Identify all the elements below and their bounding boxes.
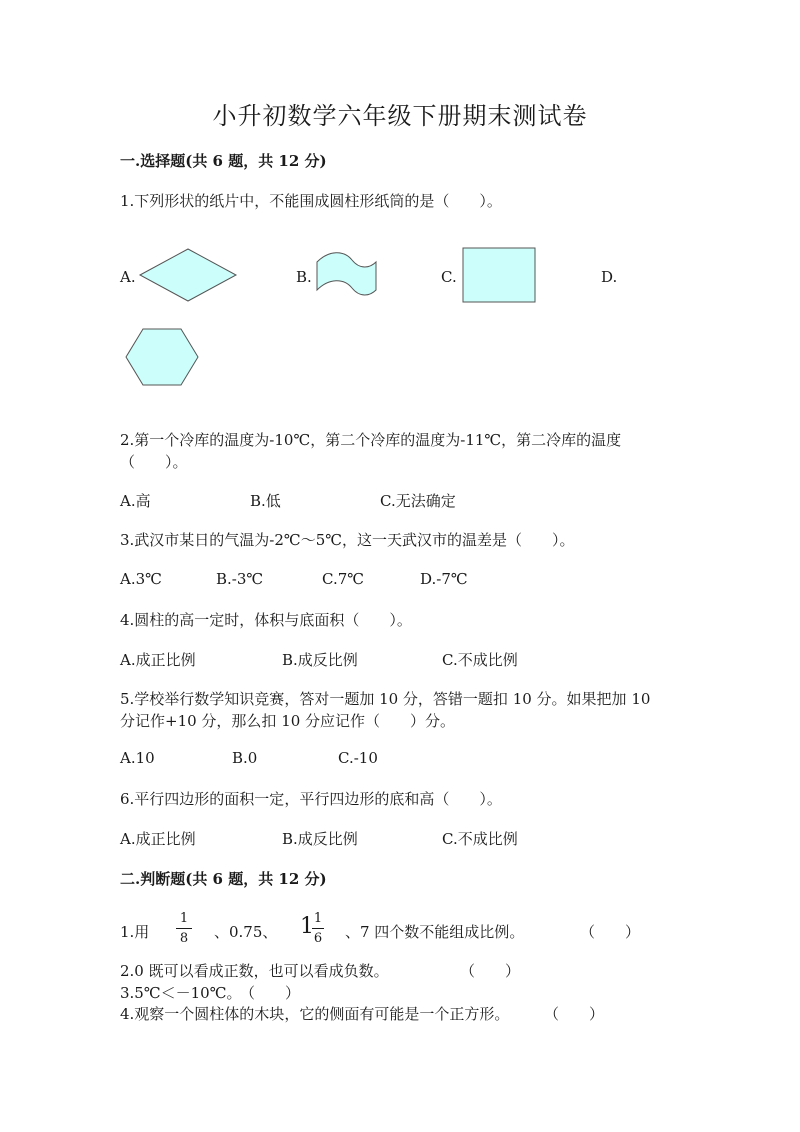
- section-heading-judgment: 二.判断题(共 6 题，共 12 分): [120, 870, 327, 888]
- fraction-numerator: 1: [179, 911, 189, 926]
- judgment-2-answer-paren: （ ）: [460, 962, 521, 980]
- rectangle-shape: [461, 246, 537, 304]
- judgment-4-stem: 4.观察一个圆柱体的木块，它的侧面有可能是一个正方形。: [120, 1005, 510, 1023]
- judgment-1-suffix: 、7 四个数不能组成比例。: [345, 923, 525, 941]
- hexagon-shape: [124, 326, 200, 388]
- question-3-stem: 3.武汉市某日的气温为-2℃～5℃，这一天武汉市的温差是（ ）。: [120, 531, 575, 549]
- question-4-stem: 4.圆柱的高一定时，体积与底面积（ ）。: [120, 611, 412, 629]
- question-4-option-c: C.不成比例: [442, 651, 518, 669]
- question-5-option-a: A.10: [120, 749, 155, 767]
- question-6-option-a: A.成正比例: [120, 830, 196, 848]
- option-d-label: D.: [601, 268, 618, 286]
- question-3-option-d: D.-7℃: [420, 570, 468, 588]
- option-b-label: B.: [296, 268, 312, 286]
- fraction-numerator: 1: [313, 911, 323, 926]
- question-4-option-b: B.成反比例: [282, 651, 358, 669]
- fraction-one-eighth: [176, 912, 192, 945]
- judgment-3-answer-paren: （ ）: [240, 984, 301, 1002]
- question-5-stem-line2: 分记作+10 分，那么扣 10 分应记作（ ）分。: [120, 712, 456, 730]
- judgment-2-stem: 2.0 既可以看成正数，也可以看成负数。: [120, 962, 389, 980]
- question-6-stem: 6.平行四边形的面积一定，平行四边形的底和高（ ）。: [120, 790, 502, 808]
- rhombus-shape: [138, 247, 240, 303]
- question-2-stem-line2: （ ）。: [120, 453, 188, 471]
- question-6-option-b: B.成反比例: [282, 830, 358, 848]
- judgment-3-stem: 3.5℃＜－10℃。: [120, 984, 242, 1002]
- option-c-label: C.: [441, 268, 457, 286]
- judgment-4-answer-paren: （ ）: [544, 1005, 605, 1023]
- judgment-1-separator: 、0.75、: [214, 923, 278, 941]
- question-2-stem-line1: 2.第一个冷库的温度为-10℃，第二个冷库的温度为-11℃，第二冷库的温度: [120, 431, 622, 449]
- fraction-denominator: 6: [313, 931, 323, 946]
- judgment-1-prefix: 1.用: [120, 923, 150, 941]
- mixed-number-integer: 1: [300, 914, 314, 939]
- fraction-denominator: 8: [179, 931, 189, 946]
- fraction-bar: [312, 928, 324, 929]
- question-3-option-b: B.-3℃: [216, 570, 264, 588]
- question-4-option-a: A.成正比例: [120, 651, 196, 669]
- question-5-option-c: C.-10: [338, 749, 378, 767]
- question-2-option-a: A.高: [120, 492, 151, 510]
- question-3-option-a: A.3℃: [120, 570, 162, 588]
- question-1-stem: 1.下列形状的纸片中，不能围成圆柱形纸筒的是（ ）。: [120, 192, 502, 210]
- question-2-option-c: C.无法确定: [380, 492, 456, 510]
- fraction-bar: [176, 928, 192, 929]
- fraction-one-sixth: [312, 912, 324, 945]
- question-6-option-c: C.不成比例: [442, 830, 518, 848]
- question-5-stem-line1: 5.学校举行数学知识竞赛，答对一题加 10 分，答错一题扣 10 分。如果把加 10: [120, 690, 651, 708]
- question-5-option-b: B.0: [232, 749, 258, 767]
- option-a-label: A.: [120, 268, 136, 286]
- page-title: 小升初数学六年级下册期末测试卷: [212, 102, 588, 130]
- section-heading-choice: 一.选择题(共 6 题，共 12 分): [120, 152, 327, 170]
- question-2-option-b: B.低: [250, 492, 281, 510]
- wavy-paper-shape: [314, 252, 380, 302]
- judgment-1-answer-paren: （ ）: [580, 923, 641, 941]
- question-3-option-c: C.7℃: [322, 570, 365, 588]
